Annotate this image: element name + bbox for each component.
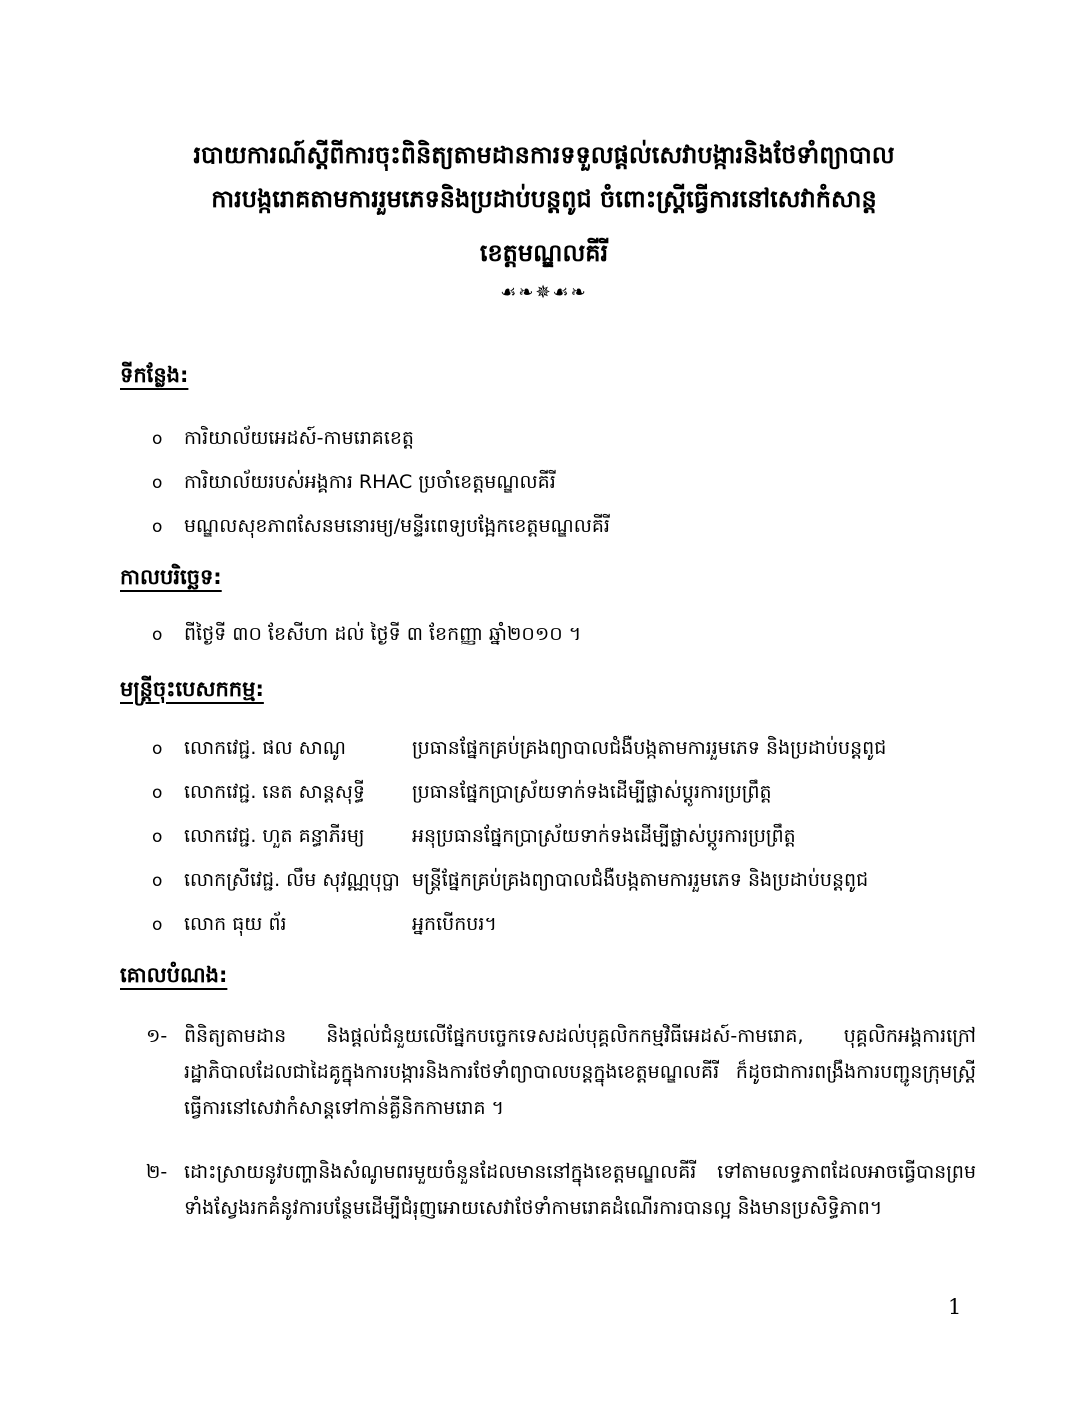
bullet-icon: o — [152, 473, 163, 493]
objective-number: ១- — [146, 1025, 168, 1047]
officer-name: លោកវេជ្ជ. ផល សាណូ — [184, 737, 346, 759]
officer-name: លោកស្រីវេជ្ជ. លឹម សុវណ្ណបុប្ផា — [184, 869, 400, 891]
officer-item — [152, 866, 868, 895]
objective-item — [146, 1018, 976, 1126]
objectives-heading: គោលបំណង: — [120, 963, 228, 987]
document-title-line-2: ការបង្ករោគតាមការរួមភេទនិងប្រដាប់បន្តពូជ ចំពោះស្រ្តីធ្វើការនៅសេវាកំសាន្ត — [211, 185, 877, 213]
location-item — [152, 424, 414, 453]
officer-name: លោកវេជ្ជ. នេត សាន្តសុទ្ធី — [184, 781, 365, 803]
bullet-icon: o — [152, 625, 163, 645]
officer-item — [152, 910, 497, 939]
bullet-icon: o — [152, 517, 163, 537]
officer-name: លោក ធុយ ព័រ — [184, 913, 287, 935]
page-number: 1 — [948, 1295, 962, 1319]
officer-item — [152, 822, 796, 851]
officer-item — [152, 778, 772, 807]
bullet-icon: o — [152, 915, 163, 935]
period-item-text: ពីថ្ងៃទី ៣០ ខែសីហា ដល់ ថ្ងៃទី ៣ ខែកញ្ញា ឆ្នាំ២០១០ ។ — [184, 623, 582, 645]
location-item-text: ការិយាល័យអេដស៍-កាមរោគខេត្ត — [184, 427, 414, 449]
bullet-icon: o — [152, 783, 163, 803]
officers-heading: មន្ត្រីចុះបេសកកម្ម: — [120, 677, 264, 701]
bullet-icon: o — [152, 739, 163, 759]
document-title-line-1: របាយការណ៍ស្តីពីការចុះពិនិត្យតាមដានការទទួលផ្តល់សេវាបង្ការនិងថែទាំព្យាបាល — [193, 141, 895, 169]
officer-role: មន្ត្រីផ្នែកគ្រប់គ្រងព្យាបាលជំងឺបង្កតាមការរួមភេទ និងប្រដាប់បន្តពូជ — [412, 869, 869, 891]
officer-role: ប្រធានផ្នែកប្រាស្រ័យទាក់ទងដើម្បីផ្លាស់ប្តូរការប្រព្រឹត្ត — [412, 781, 772, 803]
objective-text: ពិនិត្យតាមដាន និងផ្តល់ជំនួយលើផ្នែកបច្ចេកទេសដល់បុគ្គលិកកម្មវិធីអេដស៍-កាមរោគ, បុគ្គលិកអង្គការក្រៅរដ្ឋាភិបាលដែលជាដៃគូក្នុងការបង្ការនិងការថែទាំព្យាបាលបន្តក្នុងខេត្តមណ្ឌលគីរី ក៏ដូចជាការពង្រឹងការបញ្ជូនក្រុមស្រ្តីធ្វើការនៅសេវាកំសាន្តទៅកាន់គ្លីនិកកាមរោគ ។ — [184, 1025, 976, 1119]
period-item — [152, 620, 581, 649]
title-ornament: ☙❧✵☙❧ — [500, 282, 588, 303]
officer-role: អនុប្រធានផ្នែកប្រាស្រ័យទាក់ទងដើម្បីផ្លាស់ប្តូរការប្រព្រឹត្ត — [412, 825, 796, 847]
location-item — [152, 468, 556, 497]
objective-item — [146, 1154, 976, 1226]
officer-role: ប្រធានផ្នែកគ្រប់គ្រងព្យាបាលជំងឺបង្កតាមការរួមភេទ និងប្រដាប់បន្តពូជ — [412, 737, 887, 759]
period-heading: កាលបរិច្ឆេទ: — [120, 565, 222, 589]
bullet-icon: o — [152, 827, 163, 847]
objective-text: ដោះស្រាយនូវបញ្ហានិងសំណូមពរមួយចំនួនដែលមាននៅក្នុងខេត្តមណ្ឌលគីរី ទៅតាមលទ្ធភាពដែលអាចធ្វើបានព្រមទាំងស្វែងរកគំនូវការបន្ថែមដើម្បីជំរុញអោយសេវាថែទាំកាមរោគដំណើរការបានល្អ និងមានប្រសិទ្ធិភាព។ — [184, 1161, 976, 1219]
location-item-text: ការិយាល័យរបស់អង្គការ RHAC ប្រចាំខេត្តមណ្ឌលគីរី — [184, 471, 556, 493]
bullet-icon: o — [152, 429, 163, 449]
location-item-text: មណ្ឌលសុខភាពសែនមនោរម្យ/មន្ទីរពេទ្យបង្អែកខេត្តមណ្ឌលគីរី — [184, 515, 610, 537]
location-item — [152, 512, 610, 541]
bullet-icon: o — [152, 871, 163, 891]
objective-number: ២- — [146, 1161, 168, 1183]
officer-item — [152, 734, 886, 763]
document-title-line-3: ខេត្តមណ្ឌលគីរី — [479, 239, 609, 267]
officer-name: លោកវេជ្ជ. ហួត គន្ធាភីរម្យ — [184, 825, 365, 847]
location-heading: ទីកន្លែង: — [120, 363, 189, 387]
officer-role: អ្នកបើកបរ។ — [412, 913, 497, 935]
